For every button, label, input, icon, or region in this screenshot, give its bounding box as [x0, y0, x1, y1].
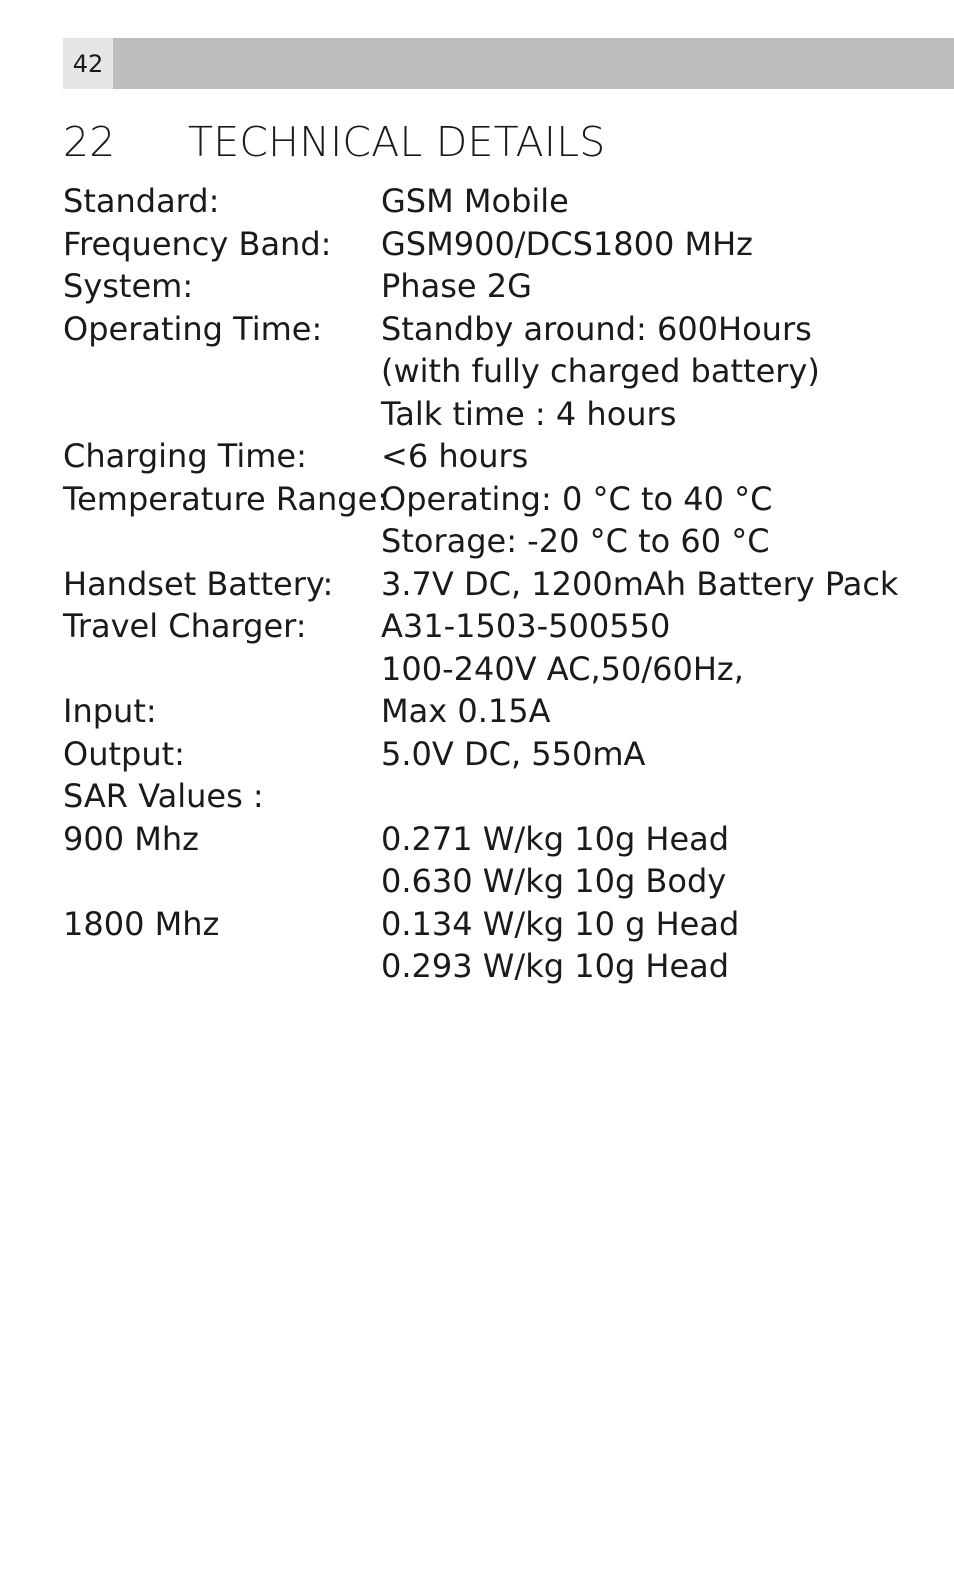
spec-value: 3.7V DC, 1200mAh Battery Pack	[381, 564, 899, 603]
spec-label: System:	[63, 267, 194, 305]
spec-row-operating-time	[63, 308, 933, 351]
spec-row-sar-900-head	[63, 818, 933, 861]
spec-row-output	[63, 733, 933, 776]
spec-row-operating-time-note	[63, 350, 933, 393]
spec-value: Talk time : 4 hours	[381, 394, 677, 433]
spec-label: Frequency Band:	[63, 224, 332, 263]
spec-value: GSM Mobile	[381, 182, 569, 220]
spec-row-frequency-band	[63, 223, 933, 266]
spec-row-temperature-range	[63, 478, 933, 521]
spec-row-storage-temperature	[63, 520, 933, 563]
section-number: 22	[63, 118, 116, 166]
spec-label: Output:	[63, 734, 185, 773]
spec-value: Standby around: 600Hours	[381, 309, 812, 348]
spec-row-charger-rating	[63, 648, 933, 691]
spec-row-talk-time	[63, 393, 933, 436]
spec-list	[63, 180, 933, 988]
spec-value: 0.630 W/kg 10g Body	[381, 862, 727, 900]
spec-value: Max 0.15A	[381, 692, 551, 730]
spec-value: 0.134 W/kg 10 g Head	[381, 904, 740, 943]
spec-row-system	[63, 265, 933, 308]
spec-label: Operating Time:	[63, 309, 323, 348]
spec-row-standard	[63, 180, 933, 223]
spec-label: Input:	[63, 692, 157, 730]
spec-label: Travel Charger:	[63, 607, 307, 645]
spec-label: Temperature Range:	[63, 479, 389, 518]
spec-label: Standard:	[63, 182, 220, 220]
spec-value: GSM900/DCS1800 MHz	[381, 224, 753, 263]
spec-row-input	[63, 690, 933, 733]
spec-value: 5.0V DC, 550mA	[381, 734, 646, 773]
section-title: TECHNICAL DETAILS	[188, 118, 606, 166]
spec-label: 1800 Mhz	[63, 904, 220, 943]
spec-value: <6 hours	[381, 437, 529, 475]
spec-row-sar-values	[63, 775, 933, 818]
spec-value: Phase 2G	[381, 267, 532, 305]
spec-value: Operating: 0 °C to 40 °C	[381, 479, 773, 518]
spec-value: 0.293 W/kg 10g Head	[381, 947, 730, 985]
page-number: 42	[63, 38, 113, 89]
spec-label: 900 Mhz	[63, 819, 199, 858]
spec-row-sar-1800-head	[63, 903, 933, 946]
spec-label: Charging Time:	[63, 437, 307, 475]
spec-value: 100-240V AC,50/60Hz,	[381, 649, 744, 688]
spec-value: (with fully charged battery)	[381, 352, 820, 390]
spec-label: SAR Values :	[63, 777, 264, 815]
spec-label: Handset Battery:	[63, 564, 334, 603]
spec-row-sar-900-body	[63, 860, 933, 903]
spec-value: 0.271 W/kg 10g Head	[381, 819, 730, 858]
spec-row-travel-charger	[63, 605, 933, 648]
spec-row-handset-battery	[63, 563, 933, 606]
header-bar	[63, 38, 954, 89]
spec-row-charging-time	[63, 435, 933, 478]
spec-value: A31-1503-500550	[381, 607, 671, 645]
spec-row-sar-1800-second	[63, 945, 933, 988]
spec-value: Storage: -20 °C to 60 °C	[381, 522, 770, 560]
